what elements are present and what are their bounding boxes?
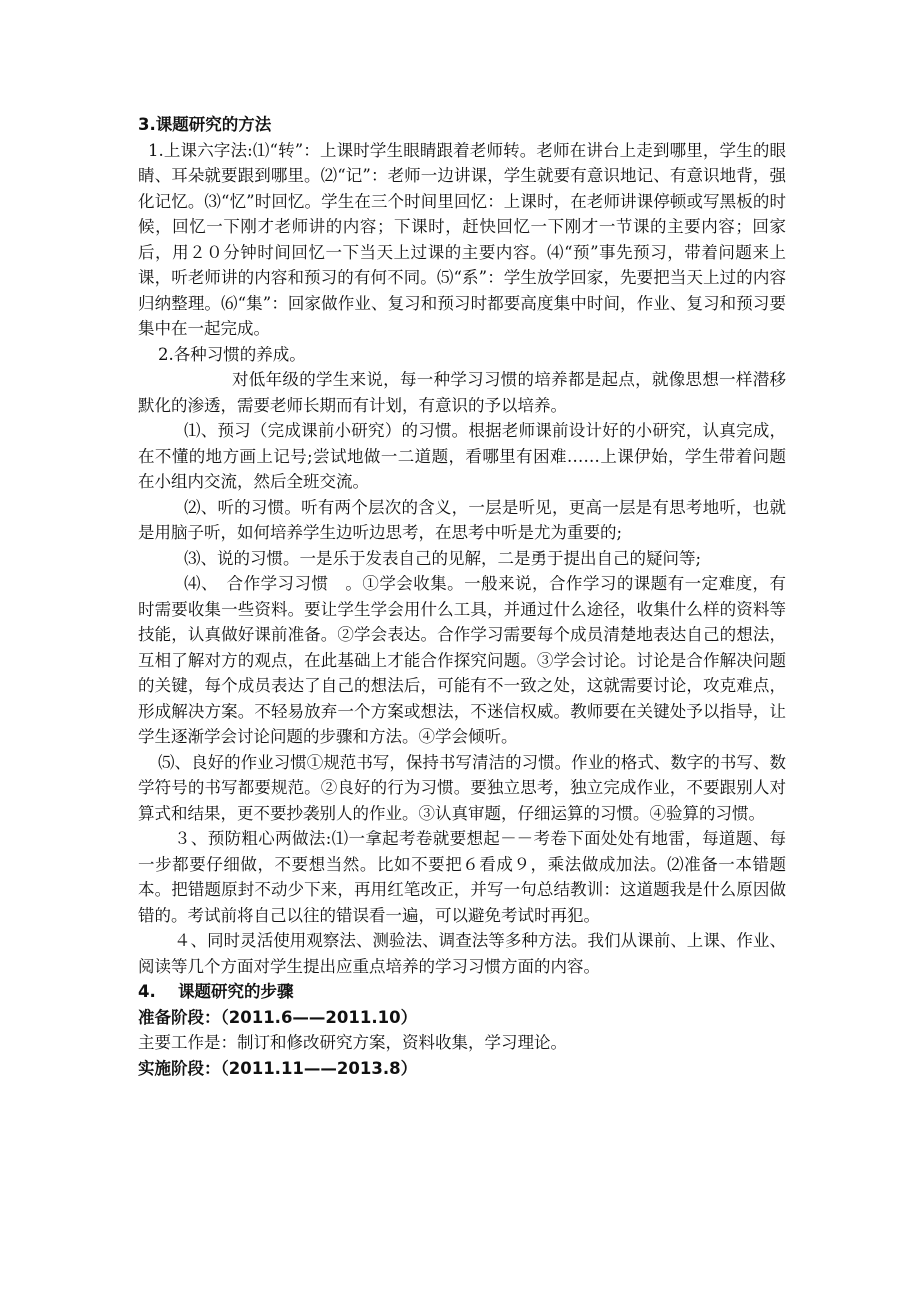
impl-stage-label: 实施阶段：（2011.11——2013.8）	[138, 1058, 418, 1078]
paragraph-preview-habit: ⑴、预习（完成课前小研究）的习惯。根据老师课前设计好的小研究，认真完成，在不懂的地方画上记号;尝试地做一二道题，看哪里有困难……上课伊始，学生带着问题在小组内交流，然后全班交流。	[138, 421, 786, 491]
prep-stage-body: 主要工作是：制订和修改研究方案，资料收集，学习理论。	[138, 1033, 567, 1052]
paragraph-speaking-habit: ⑶、说的习惯。一是乐于发表自己的见解，二是勇于提出自己的疑问等;	[184, 548, 702, 568]
section-4-title: 4. 课题研究的步骤	[138, 982, 294, 1001]
paragraph-carelessness-prevention: ３、预防粗心两做法:⑴一拿起考卷就要想起－－考卷下面处处有地雷，每道题、每一步都要仔细做，不要想当然。比如不要把６看成９，乘法做成加法。⑵准备一本错题本。把错题原封不动少下来，再用红笔改正，并写一句总结教训：这道题我是什么原因做错的。考试前将自己以往的错误看一遍，可以避免考试时再犯。	[138, 829, 786, 925]
paragraph-habits-heading: 2.各种习惯的养成。	[158, 344, 306, 364]
prep-stage-label: 准备阶段：（2011.6——2011.10）	[138, 1007, 418, 1027]
paragraph-six-word-method: 1.上课六字法:⑴“转”：上课时学生眼睛跟着老师转。老师在讲台上走到哪里，学生的眼睛、耳朵就要跟到哪里。⑵“记”：老师一边讲课，学生就要有意识地记、有意识地背，强化记忆。⑶“忆”时回忆。学生在三个时间里回忆：上课时，在老师讲课停顿或写黑板的时候，回忆一下刚才老师讲的内容；下课时，赶快回忆一下刚才一节课的主要内容；回家后，用２０分钟时间回忆一下当天上过课的主要内容。⑷“预”事先预习，带着问题来上课，听老师讲的内容和预习的有何不同。⑸“系”：学生放学回家，先要把当天上过的内容归纳整理。⑹“集”：回家做作业、复习和预习时都要高度集中时间，作业、复习和预习要集中在一起完成。	[138, 140, 786, 338]
paragraph-habits-intro: 对低年级的学生来说，每一种学习习惯的培养都是起点，就像思想一样潜移默化的渗透，需要老师长期而有计划，有意识的予以培养。	[138, 370, 786, 415]
paragraph-flexible-methods: ４、同时灵活使用观察法、测验法、调查法等多种方法。我们从课前、上课、作业、阅读等几个方面对学生提出应重点培养的学习习惯方面的内容。	[138, 931, 786, 976]
section-3-title: 3.课题研究的方法	[138, 115, 272, 134]
paragraph-homework-habit: ⑸、良好的作业习惯①规范书写，保持书写清洁的习惯。作业的格式、数字的书写、数学符号的书写都要规范。②良好的行为习惯。要独立思考，独立完成作业，不要跟别人对算式和结果，更不要抄袭别人的作业。③认真审题，仔细运算的习惯。④验算的习惯。	[138, 752, 786, 823]
document-page	[138, 112, 786, 1081]
paragraph-cooperation-habit: ⑷、 合作学习习惯 。①学会收集。一般来说，合作学习的课题有一定难度，有时需要收集一些资料。要让学生学会用什么工具，并通过什么途径，收集什么样的资料等技能，认真做好课前准备。②学会表达。合作学习需要每个成员清楚地表达自己的想法，互相了解对方的观点，在此基础上才能合作探究问题。③学会讨论。讨论是合作解决问题的关键，每个成员表达了自己的想法后，可能有不一致之处，这就需要讨论，攻克难点，形成解决方案。不轻易放弃一个方案或想法，不迷信权威。教师要在关键处予以指导，让学生逐渐学会讨论问题的步骤和方法。④学会倾听。	[138, 574, 786, 746]
paragraph-listening-habit: ⑵、听的习惯。听有两个层次的含义，一层是听见，更高一层是有思考地听，也就是用脑子听，如何培养学生边听边思考，在思考中听是尤为重要的;	[138, 497, 786, 542]
